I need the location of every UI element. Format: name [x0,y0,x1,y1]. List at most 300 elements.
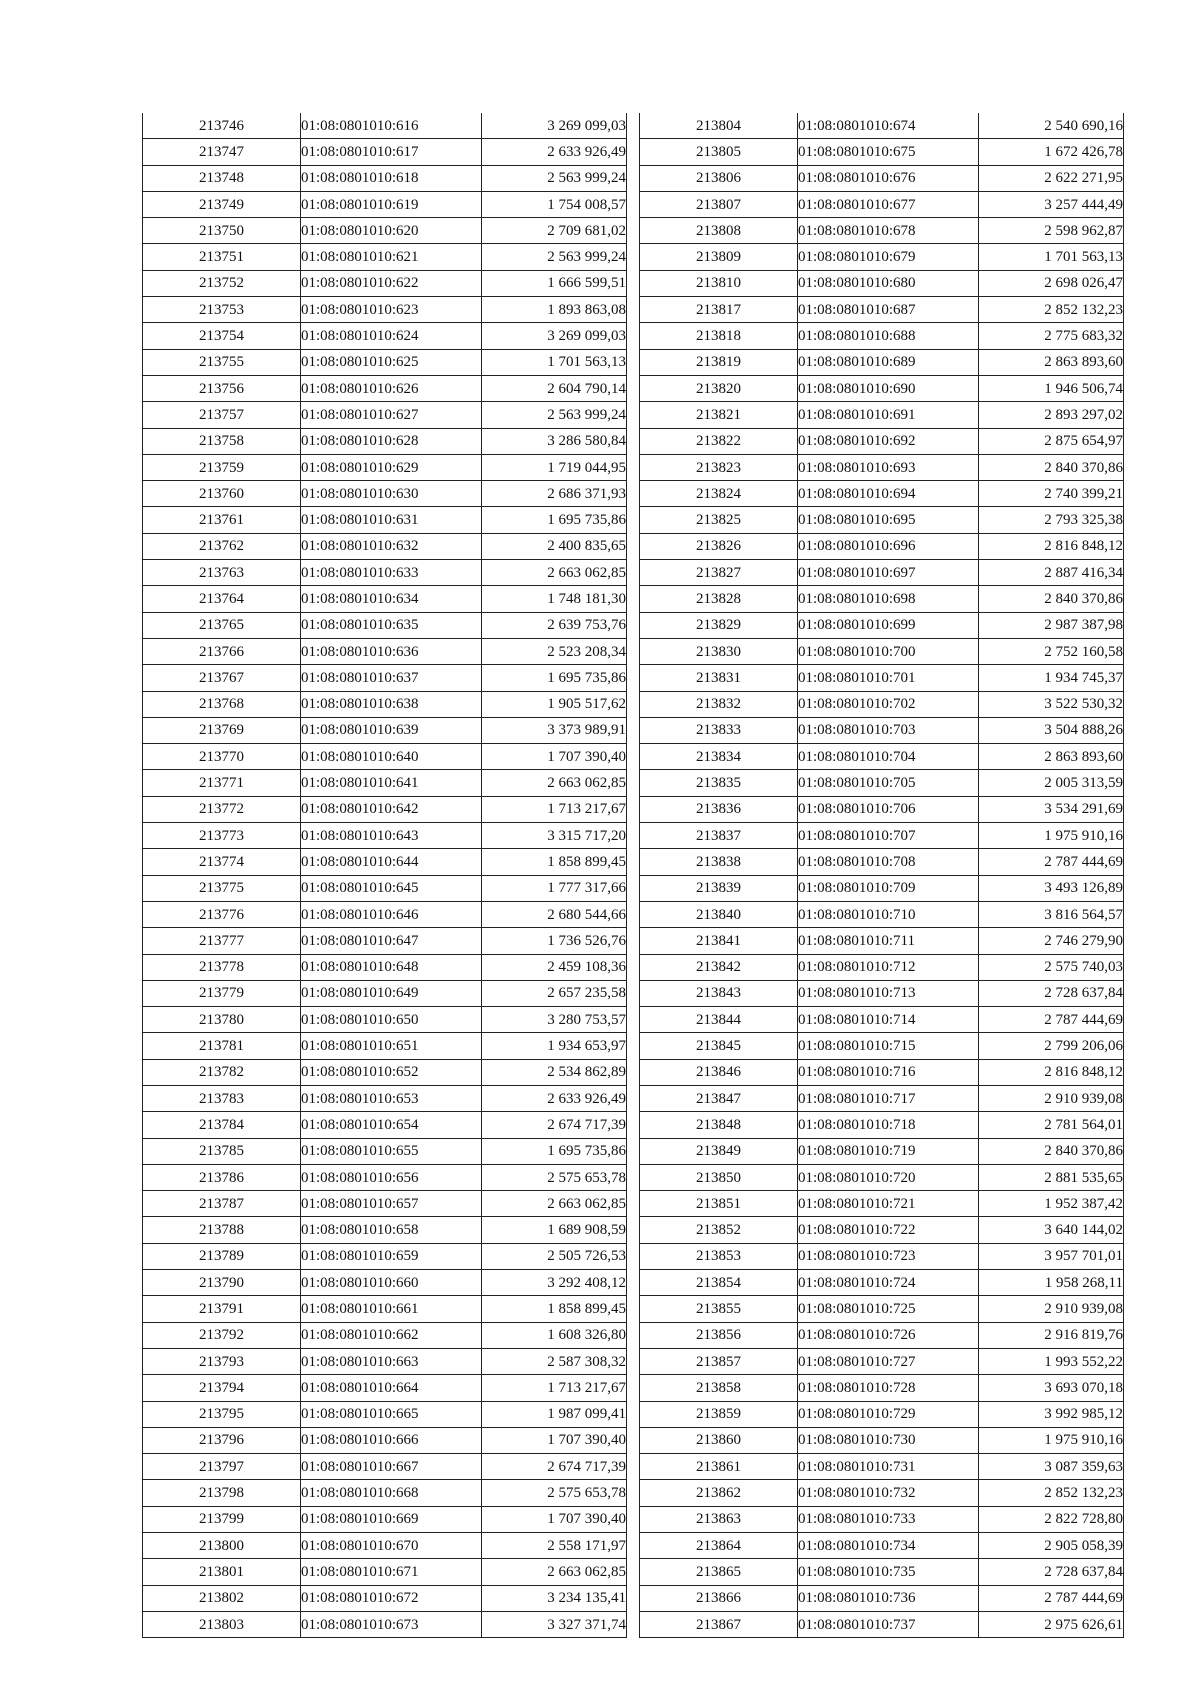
cadastral-number-cell: 01:08:0801010:633 [301,560,482,586]
value-cell: 3 816 564,57 [979,901,1124,927]
value-cell: 2 686 371,93 [482,481,627,507]
cadastral-number-cell: 01:08:0801010:623 [301,297,482,323]
data-table-left [142,113,627,1638]
table-body [640,113,1124,1638]
table-row [640,1138,1124,1164]
value-cell: 3 640 144,02 [979,1217,1124,1243]
value-cell: 2 822 728,80 [979,1506,1124,1532]
record-number-cell: 213841 [640,928,798,954]
cadastral-number-cell: 01:08:0801010:701 [798,665,979,691]
table-row [640,1085,1124,1111]
cadastral-number-cell: 01:08:0801010:736 [798,1585,979,1611]
table-row [640,375,1124,401]
table-row [640,218,1124,244]
cadastral-number-cell: 01:08:0801010:707 [798,823,979,849]
value-cell: 3 373 989,91 [482,717,627,743]
value-cell: 1 701 563,13 [979,244,1124,270]
value-cell: 2 674 717,39 [482,1112,627,1138]
record-number-cell: 213840 [640,901,798,927]
cadastral-number-cell: 01:08:0801010:624 [301,323,482,349]
cadastral-number-cell: 01:08:0801010:655 [301,1138,482,1164]
cadastral-number-cell: 01:08:0801010:708 [798,849,979,875]
table-row [640,980,1124,1006]
value-cell: 2 563 999,24 [482,402,627,428]
value-cell: 2 787 444,69 [979,849,1124,875]
cadastral-number-cell: 01:08:0801010:693 [798,454,979,480]
table-row [640,770,1124,796]
table-row [640,796,1124,822]
record-number-cell: 213791 [143,1296,301,1322]
table-row [143,796,627,822]
table-row [640,244,1124,270]
record-number-cell: 213757 [143,402,301,428]
value-cell: 2 746 279,90 [979,928,1124,954]
record-number-cell: 213787 [143,1191,301,1217]
value-cell: 2 534 862,89 [482,1059,627,1085]
value-cell: 2 916 819,76 [979,1322,1124,1348]
cadastral-number-cell: 01:08:0801010:734 [798,1533,979,1559]
record-number-cell: 213756 [143,375,301,401]
cadastral-number-cell: 01:08:0801010:714 [798,1007,979,1033]
cadastral-number-cell: 01:08:0801010:643 [301,823,482,849]
table-row [143,1348,627,1374]
record-number-cell: 213836 [640,796,798,822]
table-body [143,113,627,1638]
cadastral-number-cell: 01:08:0801010:661 [301,1296,482,1322]
cadastral-number-cell: 01:08:0801010:631 [301,507,482,533]
table-row [143,1138,627,1164]
table-row [143,1559,627,1585]
cadastral-number-cell: 01:08:0801010:688 [798,323,979,349]
cadastral-number-cell: 01:08:0801010:725 [798,1296,979,1322]
value-cell: 2 622 271,95 [979,165,1124,191]
cadastral-number-cell: 01:08:0801010:672 [301,1585,482,1611]
record-number-cell: 213829 [640,612,798,638]
record-number-cell: 213788 [143,1217,301,1243]
table-row [143,560,627,586]
value-cell: 2 400 835,65 [482,533,627,559]
table-row [640,586,1124,612]
record-number-cell: 213790 [143,1270,301,1296]
table-row [143,1085,627,1111]
record-number-cell: 213858 [640,1375,798,1401]
value-cell: 3 327 371,74 [482,1611,627,1637]
value-cell: 2 793 325,38 [979,507,1124,533]
table-row [640,1270,1124,1296]
table-row [143,980,627,1006]
cadastral-number-cell: 01:08:0801010:662 [301,1322,482,1348]
record-number-cell: 213792 [143,1322,301,1348]
cadastral-number-cell: 01:08:0801010:726 [798,1322,979,1348]
record-number-cell: 213781 [143,1033,301,1059]
cadastral-number-cell: 01:08:0801010:652 [301,1059,482,1085]
value-cell: 2 558 171,97 [482,1533,627,1559]
table-row [640,1559,1124,1585]
record-number-cell: 213831 [640,665,798,691]
table-row [640,507,1124,533]
cadastral-number-cell: 01:08:0801010:626 [301,375,482,401]
cadastral-number-cell: 01:08:0801010:722 [798,1217,979,1243]
record-number-cell: 213759 [143,454,301,480]
record-number-cell: 213789 [143,1243,301,1269]
value-cell: 1 893 863,08 [482,297,627,323]
value-cell: 2 563 999,24 [482,244,627,270]
record-number-cell: 213825 [640,507,798,533]
cadastral-number-cell: 01:08:0801010:674 [798,113,979,139]
record-number-cell: 213766 [143,638,301,664]
record-number-cell: 213806 [640,165,798,191]
cadastral-number-cell: 01:08:0801010:687 [798,297,979,323]
record-number-cell: 213768 [143,691,301,717]
value-cell: 1 987 099,41 [482,1401,627,1427]
table-row [640,665,1124,691]
cadastral-number-cell: 01:08:0801010:659 [301,1243,482,1269]
value-cell: 1 858 899,45 [482,849,627,875]
record-number-cell: 213785 [143,1138,301,1164]
cadastral-number-cell: 01:08:0801010:671 [301,1559,482,1585]
value-cell: 1 701 563,13 [482,349,627,375]
cadastral-number-cell: 01:08:0801010:636 [301,638,482,664]
table-row [143,1191,627,1217]
table-row [143,428,627,454]
record-number-cell: 213780 [143,1007,301,1033]
table-row [143,191,627,217]
record-number-cell: 213767 [143,665,301,691]
table-row [640,560,1124,586]
value-cell: 3 292 408,12 [482,1270,627,1296]
cadastral-number-cell: 01:08:0801010:669 [301,1506,482,1532]
cadastral-number-cell: 01:08:0801010:676 [798,165,979,191]
cadastral-number-cell: 01:08:0801010:666 [301,1427,482,1453]
cadastral-number-cell: 01:08:0801010:621 [301,244,482,270]
table-row [640,875,1124,901]
record-number-cell: 213849 [640,1138,798,1164]
cadastral-number-cell: 01:08:0801010:627 [301,402,482,428]
cadastral-number-cell: 01:08:0801010:719 [798,1138,979,1164]
record-number-cell: 213804 [640,113,798,139]
value-cell: 3 992 985,12 [979,1401,1124,1427]
record-number-cell: 213763 [143,560,301,586]
cadastral-number-cell: 01:08:0801010:649 [301,980,482,1006]
record-number-cell: 213753 [143,297,301,323]
cadastral-number-cell: 01:08:0801010:697 [798,560,979,586]
table-row [640,113,1124,139]
value-cell: 3 087 359,63 [979,1454,1124,1480]
record-number-cell: 213854 [640,1270,798,1296]
record-number-cell: 213772 [143,796,301,822]
cadastral-number-cell: 01:08:0801010:660 [301,1270,482,1296]
cadastral-number-cell: 01:08:0801010:664 [301,1375,482,1401]
table-row [143,954,627,980]
value-cell: 3 269 099,03 [482,323,627,349]
table-row [143,1585,627,1611]
value-cell: 1 672 426,78 [979,139,1124,165]
value-cell: 2 752 160,58 [979,638,1124,664]
table-row [143,1533,627,1559]
value-cell: 1 934 653,97 [482,1033,627,1059]
record-number-cell: 213863 [640,1506,798,1532]
value-cell: 1 695 735,86 [482,665,627,691]
table-row [640,454,1124,480]
value-cell: 2 598 962,87 [979,218,1124,244]
record-number-cell: 213819 [640,349,798,375]
table-row [143,901,627,927]
cadastral-number-cell: 01:08:0801010:712 [798,954,979,980]
record-number-cell: 213749 [143,191,301,217]
cadastral-number-cell: 01:08:0801010:703 [798,717,979,743]
cadastral-number-cell: 01:08:0801010:620 [301,218,482,244]
cadastral-number-cell: 01:08:0801010:675 [798,139,979,165]
record-number-cell: 213777 [143,928,301,954]
value-cell: 2 840 370,86 [979,586,1124,612]
data-table-right [639,113,1124,1638]
table-row [640,191,1124,217]
value-cell: 2 575 653,78 [482,1164,627,1190]
table-row [143,691,627,717]
record-number-cell: 213860 [640,1427,798,1453]
record-number-cell: 213802 [143,1585,301,1611]
table-row [143,875,627,901]
record-number-cell: 213839 [640,875,798,901]
value-cell: 2 663 062,85 [482,770,627,796]
cadastral-number-cell: 01:08:0801010:670 [301,1533,482,1559]
record-number-cell: 213776 [143,901,301,927]
record-number-cell: 213773 [143,823,301,849]
cadastral-number-cell: 01:08:0801010:619 [301,191,482,217]
table-row [143,1611,627,1637]
record-number-cell: 213866 [640,1585,798,1611]
table-row [143,1164,627,1190]
value-cell: 2 910 939,08 [979,1085,1124,1111]
table-row [640,1401,1124,1427]
value-cell: 2 852 132,23 [979,1480,1124,1506]
table-row [640,1164,1124,1190]
record-number-cell: 213867 [640,1611,798,1637]
value-cell: 2 505 726,53 [482,1243,627,1269]
record-number-cell: 213800 [143,1533,301,1559]
cadastral-number-cell: 01:08:0801010:667 [301,1454,482,1480]
table-row [143,1506,627,1532]
cadastral-number-cell: 01:08:0801010:735 [798,1559,979,1585]
record-number-cell: 213799 [143,1506,301,1532]
value-cell: 2 633 926,49 [482,1085,627,1111]
value-cell: 1 858 899,45 [482,1296,627,1322]
table-row [143,612,627,638]
table-row [143,1480,627,1506]
table-row [143,481,627,507]
value-cell: 3 286 580,84 [482,428,627,454]
record-number-cell: 213762 [143,533,301,559]
cadastral-number-cell: 01:08:0801010:699 [798,612,979,638]
table-row [640,1611,1124,1637]
record-number-cell: 213751 [143,244,301,270]
cadastral-number-cell: 01:08:0801010:644 [301,849,482,875]
cadastral-number-cell: 01:08:0801010:639 [301,717,482,743]
table-row [143,1112,627,1138]
record-number-cell: 213793 [143,1348,301,1374]
cadastral-number-cell: 01:08:0801010:717 [798,1085,979,1111]
cadastral-number-cell: 01:08:0801010:695 [798,507,979,533]
record-number-cell: 213838 [640,849,798,875]
cadastral-number-cell: 01:08:0801010:680 [798,270,979,296]
cadastral-number-cell: 01:08:0801010:720 [798,1164,979,1190]
table-row [143,1322,627,1348]
value-cell: 2 975 626,61 [979,1611,1124,1637]
table-row [143,507,627,533]
value-cell: 2 523 208,34 [482,638,627,664]
table-row [143,297,627,323]
record-number-cell: 213851 [640,1191,798,1217]
record-number-cell: 213786 [143,1164,301,1190]
cadastral-number-cell: 01:08:0801010:727 [798,1348,979,1374]
table-row [143,270,627,296]
value-cell: 2 799 206,06 [979,1033,1124,1059]
cadastral-number-cell: 01:08:0801010:654 [301,1112,482,1138]
value-cell: 2 663 062,85 [482,1191,627,1217]
cadastral-number-cell: 01:08:0801010:647 [301,928,482,954]
value-cell: 2 005 313,59 [979,770,1124,796]
cadastral-number-cell: 01:08:0801010:705 [798,770,979,796]
record-number-cell: 213801 [143,1559,301,1585]
record-number-cell: 213750 [143,218,301,244]
cadastral-number-cell: 01:08:0801010:704 [798,744,979,770]
table-row [640,638,1124,664]
cadastral-number-cell: 01:08:0801010:715 [798,1033,979,1059]
record-number-cell: 213761 [143,507,301,533]
cadastral-number-cell: 01:08:0801010:656 [301,1164,482,1190]
value-cell: 2 840 370,86 [979,454,1124,480]
cadastral-number-cell: 01:08:0801010:634 [301,586,482,612]
record-number-cell: 213828 [640,586,798,612]
record-number-cell: 213798 [143,1480,301,1506]
value-cell: 1 713 217,67 [482,1375,627,1401]
record-number-cell: 213782 [143,1059,301,1085]
value-cell: 1 695 735,86 [482,507,627,533]
value-cell: 1 689 908,59 [482,1217,627,1243]
record-number-cell: 213835 [640,770,798,796]
table-row [640,165,1124,191]
value-cell: 2 816 848,12 [979,1059,1124,1085]
table-row [143,586,627,612]
table-row [143,1427,627,1453]
value-cell: 2 840 370,86 [979,1138,1124,1164]
cadastral-number-cell: 01:08:0801010:651 [301,1033,482,1059]
table-row [143,717,627,743]
value-cell: 2 881 535,65 [979,1164,1124,1190]
record-number-cell: 213834 [640,744,798,770]
record-number-cell: 213797 [143,1454,301,1480]
table-row [640,1454,1124,1480]
value-cell: 3 315 717,20 [482,823,627,849]
record-number-cell: 213758 [143,428,301,454]
cadastral-number-cell: 01:08:0801010:632 [301,533,482,559]
table-row [640,691,1124,717]
table-row [143,165,627,191]
cadastral-number-cell: 01:08:0801010:642 [301,796,482,822]
table-row [143,770,627,796]
table-row [640,481,1124,507]
cadastral-number-cell: 01:08:0801010:638 [301,691,482,717]
record-number-cell: 213857 [640,1348,798,1374]
cadastral-number-cell: 01:08:0801010:622 [301,270,482,296]
record-number-cell: 213754 [143,323,301,349]
value-cell: 2 816 848,12 [979,533,1124,559]
value-cell: 1 666 599,51 [482,270,627,296]
table-row [143,1007,627,1033]
record-number-cell: 213848 [640,1112,798,1138]
record-number-cell: 213852 [640,1217,798,1243]
value-cell: 2 663 062,85 [482,1559,627,1585]
table-row [640,1112,1124,1138]
record-number-cell: 213747 [143,139,301,165]
value-cell: 2 863 893,60 [979,744,1124,770]
table-row [640,1533,1124,1559]
table-row [640,297,1124,323]
cadastral-number-cell: 01:08:0801010:692 [798,428,979,454]
value-cell: 3 280 753,57 [482,1007,627,1033]
cadastral-number-cell: 01:08:0801010:648 [301,954,482,980]
value-cell: 1 707 390,40 [482,744,627,770]
cadastral-number-cell: 01:08:0801010:658 [301,1217,482,1243]
value-cell: 2 905 058,39 [979,1533,1124,1559]
cadastral-number-cell: 01:08:0801010:657 [301,1191,482,1217]
cadastral-number-cell: 01:08:0801010:673 [301,1611,482,1637]
cadastral-number-cell: 01:08:0801010:625 [301,349,482,375]
table-row [143,1033,627,1059]
table-row [640,1322,1124,1348]
value-cell: 3 957 701,01 [979,1243,1124,1269]
cadastral-number-cell: 01:08:0801010:691 [798,402,979,428]
record-number-cell: 213760 [143,481,301,507]
table-row [143,375,627,401]
cadastral-number-cell: 01:08:0801010:723 [798,1243,979,1269]
cadastral-number-cell: 01:08:0801010:689 [798,349,979,375]
table-row [640,270,1124,296]
table-row [143,1059,627,1085]
table-row [640,1217,1124,1243]
table-row [640,139,1124,165]
cadastral-number-cell: 01:08:0801010:618 [301,165,482,191]
record-number-cell: 213842 [640,954,798,980]
cadastral-number-cell: 01:08:0801010:653 [301,1085,482,1111]
record-number-cell: 213837 [640,823,798,849]
record-number-cell: 213864 [640,1533,798,1559]
cadastral-number-cell: 01:08:0801010:718 [798,1112,979,1138]
record-number-cell: 213784 [143,1112,301,1138]
table-row [640,1375,1124,1401]
value-cell: 2 910 939,08 [979,1296,1124,1322]
value-cell: 1 713 217,67 [482,796,627,822]
cadastral-number-cell: 01:08:0801010:628 [301,428,482,454]
cadastral-number-cell: 01:08:0801010:711 [798,928,979,954]
cadastral-number-cell: 01:08:0801010:650 [301,1007,482,1033]
table-row [640,323,1124,349]
table-row [640,1243,1124,1269]
table-row [143,1270,627,1296]
table-row [143,323,627,349]
record-number-cell: 213764 [143,586,301,612]
record-number-cell: 213810 [640,270,798,296]
value-cell: 2 575 653,78 [482,1480,627,1506]
cadastral-number-cell: 01:08:0801010:698 [798,586,979,612]
record-number-cell: 213809 [640,244,798,270]
value-cell: 2 639 753,76 [482,612,627,638]
record-number-cell: 213846 [640,1059,798,1085]
cadastral-number-cell: 01:08:0801010:732 [798,1480,979,1506]
value-cell: 2 680 544,66 [482,901,627,927]
table-row [640,1033,1124,1059]
value-cell: 2 698 026,47 [979,270,1124,296]
